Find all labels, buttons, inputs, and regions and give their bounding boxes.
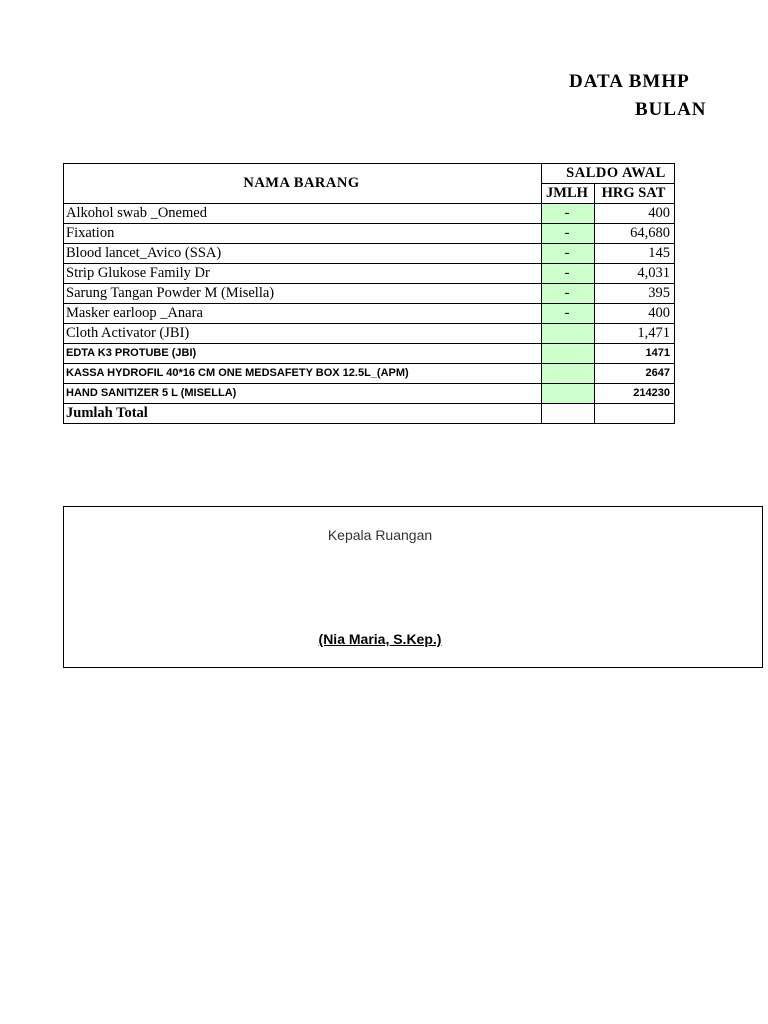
item-jmlh[interactable]: - — [542, 264, 595, 284]
document-title-line-2: BULAN — [635, 99, 707, 120]
item-name: Alkohol swab _Onemed — [64, 204, 542, 224]
item-hrg-sat: 400 — [595, 204, 675, 224]
bmhp-table — [63, 163, 675, 424]
item-hrg-sat: 400 — [595, 304, 675, 324]
header-nama-barang: NAMA BARANG — [64, 164, 542, 204]
signature-name: (Nia Maria, S.Kep.) — [318, 631, 442, 647]
item-hrg-sat: 2647 — [595, 364, 675, 384]
table-header-row-1 — [64, 164, 675, 184]
total-row — [64, 404, 675, 424]
item-name: Blood lancet_Avico (SSA) — [64, 244, 542, 264]
total-jmlh[interactable] — [542, 404, 595, 424]
header-jmlh: JMLH — [542, 184, 595, 204]
table-row — [64, 364, 675, 384]
item-hrg-sat: 1,471 — [595, 324, 675, 344]
table-row — [64, 304, 675, 324]
item-name: Masker earloop _Anara — [64, 304, 542, 324]
item-name: Sarung Tangan Powder M (Misella) — [64, 284, 542, 304]
item-name: Fixation — [64, 224, 542, 244]
table-row — [64, 324, 675, 344]
item-jmlh[interactable] — [542, 384, 595, 404]
item-hrg-sat: 64,680 — [595, 224, 675, 244]
item-name: KASSA HYDROFIL 40*16 CM ONE MEDSAFETY BOX 12.5L_(APM) — [64, 364, 542, 384]
table-row — [64, 264, 675, 284]
item-hrg-sat: 395 — [595, 284, 675, 304]
document-title-line-1: DATA BMHP — [569, 71, 690, 92]
signature-box — [63, 506, 763, 668]
item-jmlh[interactable]: - — [542, 304, 595, 324]
item-name: Strip Glukose Family Dr — [64, 264, 542, 284]
total-hrg-sat — [595, 404, 675, 424]
item-jmlh[interactable] — [542, 364, 595, 384]
item-hrg-sat: 214230 — [595, 384, 675, 404]
header-hrg-sat: HRG SAT — [595, 184, 675, 204]
table-row — [64, 284, 675, 304]
item-name: Cloth Activator (JBI) — [64, 324, 542, 344]
item-hrg-sat: 145 — [595, 244, 675, 264]
item-jmlh[interactable]: - — [542, 244, 595, 264]
item-hrg-sat: 1471 — [595, 344, 675, 364]
signature-title: Kepala Ruangan — [327, 527, 433, 543]
table-row — [64, 204, 675, 224]
item-jmlh[interactable] — [542, 344, 595, 364]
table-row — [64, 344, 675, 364]
header-saldo-awal: SALDO AWAL — [542, 164, 675, 184]
item-jmlh[interactable]: - — [542, 224, 595, 244]
table-row — [64, 244, 675, 264]
item-name: EDTA K3 PROTUBE (JBI) — [64, 344, 542, 364]
item-jmlh[interactable]: - — [542, 204, 595, 224]
table-row — [64, 384, 675, 404]
item-jmlh[interactable] — [542, 324, 595, 344]
item-name: HAND SANITIZER 5 L (MISELLA) — [64, 384, 542, 404]
item-hrg-sat: 4,031 — [595, 264, 675, 284]
item-jmlh[interactable]: - — [542, 284, 595, 304]
table-row — [64, 224, 675, 244]
total-label: Jumlah Total — [64, 404, 542, 424]
